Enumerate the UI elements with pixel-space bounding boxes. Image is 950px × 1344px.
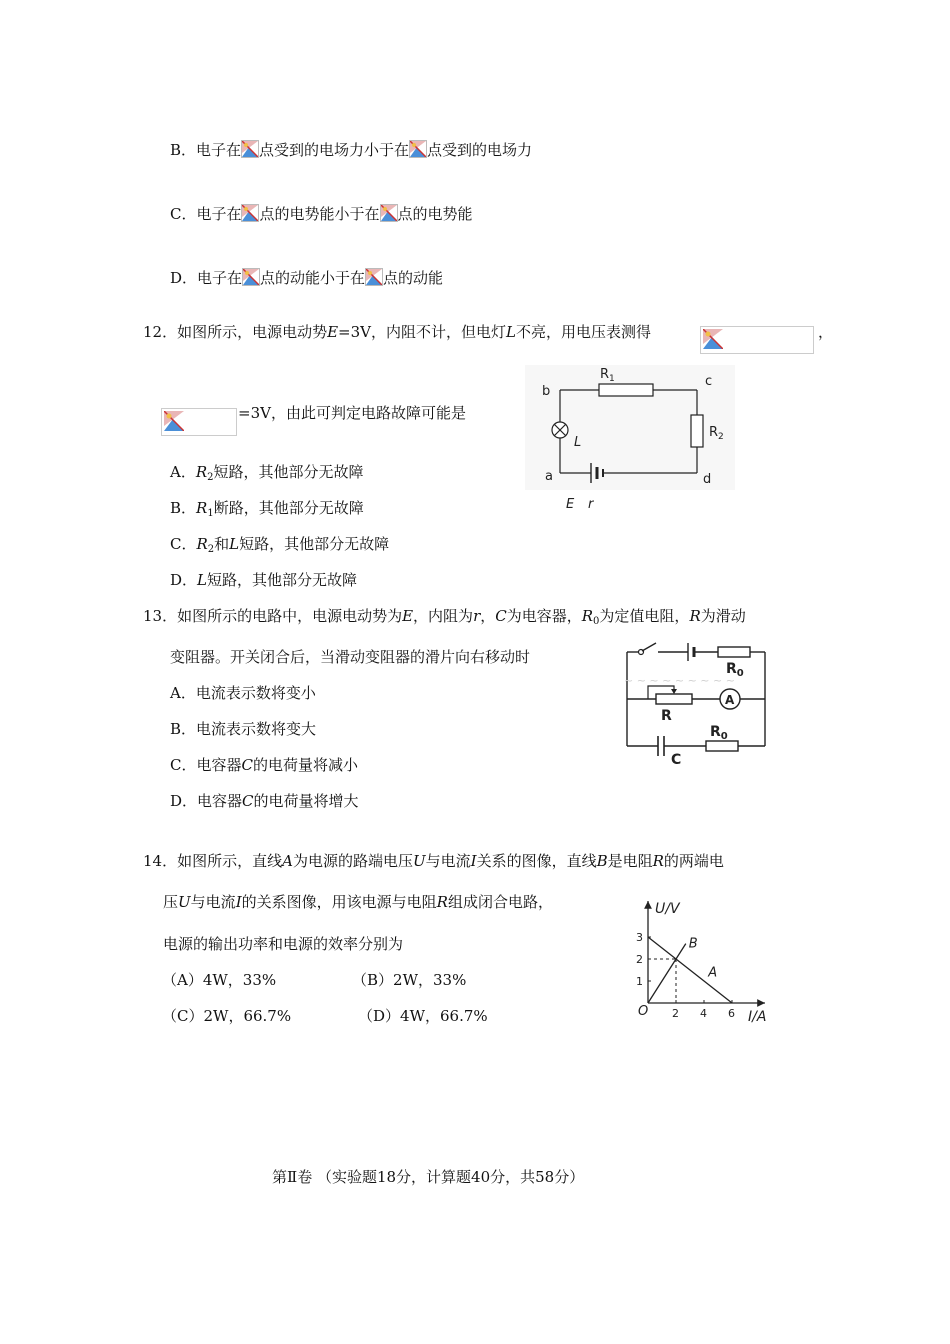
q14-stem-line1: 14．如图所示，直线A为电源的路端电压U与电流I关系的图像，直线B是电阻R的两端电 [143,852,724,870]
ammeter-label: A [725,693,735,707]
rheostat-label: R [661,708,672,724]
r2-label: $R_2$ [709,425,724,442]
q12-circuit-diagram [525,365,735,515]
x-axis-label: I/A [748,1009,767,1025]
resistor-r0-top [718,647,750,657]
q14-stem-line3: 电源的输出功率和电源的效率分别为 [163,935,404,953]
broken-image-icon [409,140,427,158]
node-d-label: d [703,472,712,487]
lamp-label: L [574,435,582,450]
q12-stem-comma: ， [818,323,834,341]
q11-option-d: D．电子在 点的动能小于在 点的动能 [170,269,444,287]
node-b-label: b [542,384,551,399]
q12-option-a: A．$R_2$短路，其他部分无故障 [170,463,364,483]
q12-stem-line2: =3V，由此可判定电路故障可能是 [238,404,466,422]
rheostat-slider-arrow [671,689,677,694]
q13-stem-line2: 变阻器。开关闭合后，当滑动变阻器的滑片向右移动时 [170,648,531,666]
y-tick-label: 2 [636,953,643,966]
rheostat-r [656,694,692,704]
q14-option-b: （B）2W，33% [352,971,467,989]
r0-top-label: $R_0$ [726,661,744,679]
x-tick-label: 4 [700,1007,707,1020]
broken-image-icon [365,268,383,286]
y-axis-label: U/V [655,901,680,917]
x-tick-label: 2 [672,1007,679,1020]
q13-option-d: D．电容器C的电荷量将增大 [170,792,359,810]
switch-icon [642,643,656,651]
formula-image-placeholder [700,326,814,354]
resistor-r1 [599,384,653,396]
broken-image-icon [241,140,259,158]
broken-image-icon [242,268,260,286]
q14-ui-graph [630,893,790,1028]
q14-option-c: （C）2W，66.7% [162,1007,292,1025]
q11-option-b: B．电子在 点受到的电场力小于在 点受到的电场力 [170,141,533,159]
formula-image-placeholder [161,408,237,436]
q13-option-a: A．电流表示数将变小 [170,684,316,702]
x-tick-label: 6 [728,1007,735,1020]
y-tick-label: 3 [636,931,643,944]
section-ii-heading: 第Ⅱ卷 （实验题18分，计算题40分，共58分） [272,1168,585,1186]
watermark: ~ ~ ~ ~ ~ ~ ~ ~ ~ [624,674,735,687]
series-label-b: B [688,936,698,952]
q13-option-b: B．电流表示数将变大 [170,720,317,738]
q14-option-a: （A）4W，33% [162,971,277,989]
q13-stem-line1: 13．如图所示的电路中，电源电动势为E，内阻为r，C为电容器，$R_0$为定值电阻，R为滑动 [143,607,746,627]
q14-option-d: （D）4W，66.7% [358,1007,488,1025]
q13-option-c: C．电容器C的电荷量将减小 [170,756,358,774]
broken-image-icon [380,204,398,222]
q11-option-c: C．电子在 点的电势能小于在 点的电势能 [170,205,473,223]
q12-option-c: C．$R_2$和L短路，其他部分无故障 [170,535,390,555]
q12-option-d: D．L短路，其他部分无故障 [170,571,358,589]
q12-option-b: B．$R_1$断路，其他部分无故障 [170,499,364,519]
q14-stem-line2: 压U与电流I的关系图像，用该电源与电阻R组成闭合电路， [163,893,553,911]
node-a-label: a [545,469,553,484]
q12-stem-line1: 12．如图所示，电源电动势E=3V，内阻不计，但电灯L不亮，用电压表测得 [143,323,651,341]
capacitor-label: C [671,752,682,768]
r1-label: $R_1$ [600,367,615,384]
origin-label: O [638,1004,649,1019]
series-label-a: A [708,965,718,981]
r0-bottom-label: $R_0$ [710,724,728,742]
broken-image-icon [241,204,259,222]
emf-label: E [566,497,575,512]
resistor-r0-bottom [706,741,738,751]
internal-resistance-label: r [588,497,594,512]
resistor-r2 [691,415,703,447]
node-c-label: c [705,374,713,389]
y-tick-label: 1 [636,975,643,988]
q13-circuit-diagram [620,640,772,770]
